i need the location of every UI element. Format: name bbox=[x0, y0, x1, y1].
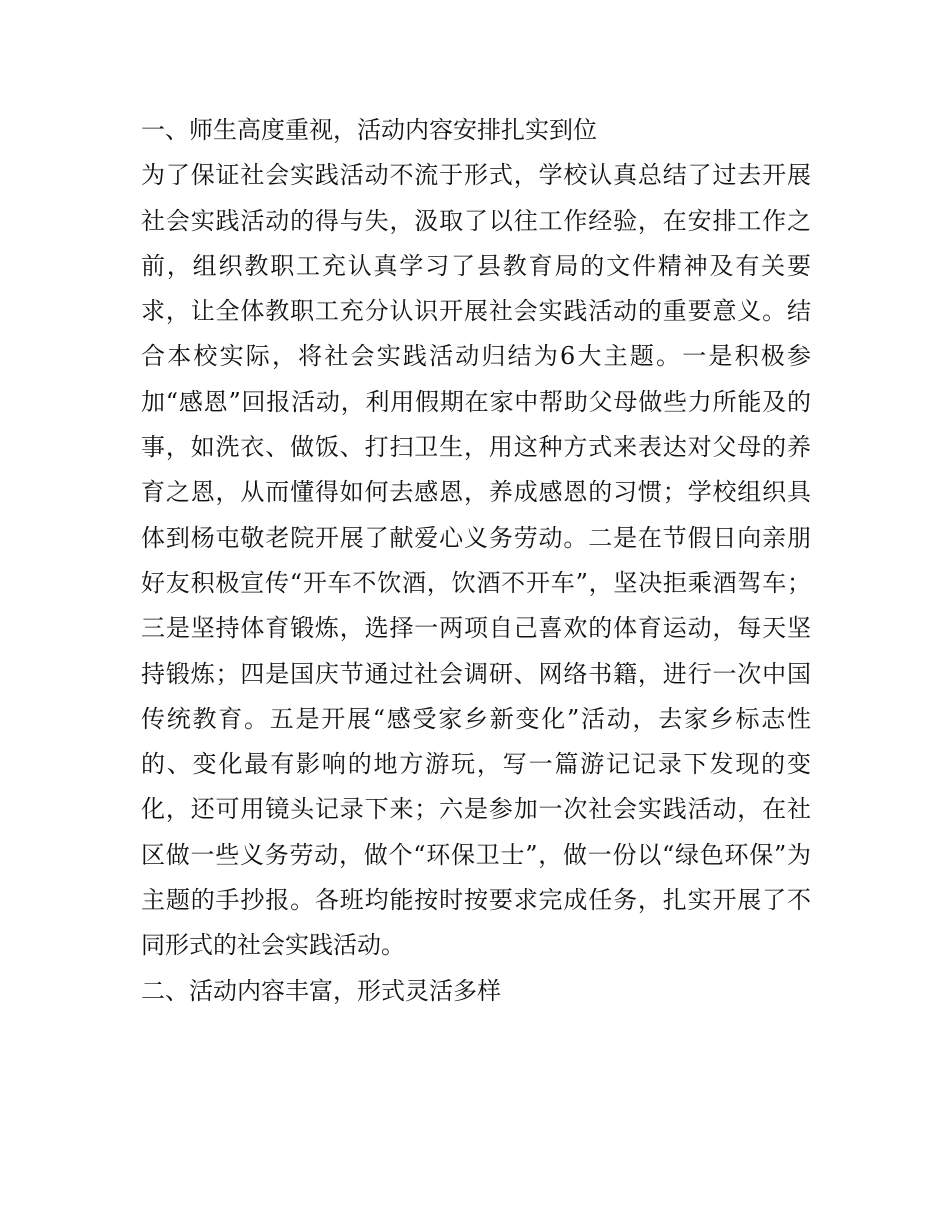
paragraph-line: 持锻炼；四是国庆节通过社会调研、网络书籍，进行一次中国 bbox=[141, 659, 811, 688]
paragraph-line-last: 同形式的社会实践活动。 bbox=[141, 931, 405, 960]
paragraph-line: 为了保证社会实践活动不流于形式，学校认真总结了过去开展 bbox=[141, 161, 811, 190]
paragraph-line: 社会实践活动的得与失，汲取了以往工作经验，在安排工作之 bbox=[141, 206, 811, 235]
paragraph-line: 合本校实际，将社会实践活动归结为6大主题。一是积极参 bbox=[141, 342, 811, 371]
paragraph-line: 前，组织教职工充认真学习了县教育局的文件精神及有关要 bbox=[141, 251, 811, 280]
document-body bbox=[141, 108, 811, 1014]
paragraph-line: 事，如洗衣、做饭、打扫卫生，用这种方式来表达对父母的养 bbox=[141, 433, 811, 462]
paragraph-line: 传统教育。五是开展“感受家乡新变化”活动，去家乡标志性 bbox=[141, 704, 811, 733]
paragraph-line: 求，让全体教职工充分认识开展社会实践活动的重要意义。结 bbox=[141, 297, 811, 326]
paragraph-line: 化，还可用镜头记录下来；六是参加一次社会实践活动，在社 bbox=[141, 795, 811, 824]
paragraph-line: 好友积极宣传“开车不饮酒，饮酒不开车”，坚决拒乘酒驾车； bbox=[141, 568, 811, 597]
paragraph-line: 的、变化最有影响的地方游玩，写一篇游记记录下发现的变 bbox=[141, 750, 811, 779]
section-heading-1: 一、师生高度重视，活动内容安排扎实到位 bbox=[141, 116, 597, 144]
paragraph-line: 主题的手抄报。各班均能按时按要求完成任务，扎实开展了不 bbox=[141, 886, 811, 915]
paragraph-line: 育之恩，从而懂得如何去感恩，养成感恩的习惯；学校组织具 bbox=[141, 478, 811, 507]
paragraph-line: 三是坚持体育锻炼，选择一两项自己喜欢的体育运动，每天坚 bbox=[141, 614, 811, 643]
paragraph-line: 加“感恩”回报活动，利用假期在家中帮助父母做些力所能及的 bbox=[141, 387, 811, 416]
paragraph-line: 区做一些义务劳动，做个“环保卫士”，做一份以“绿色环保”为 bbox=[141, 840, 811, 869]
section-heading-2: 二、活动内容丰富，形式灵活多样 bbox=[141, 976, 501, 1005]
paragraph-line: 体到杨屯敬老院开展了献爱心义务劳动。二是在节假日向亲朋 bbox=[141, 523, 811, 552]
